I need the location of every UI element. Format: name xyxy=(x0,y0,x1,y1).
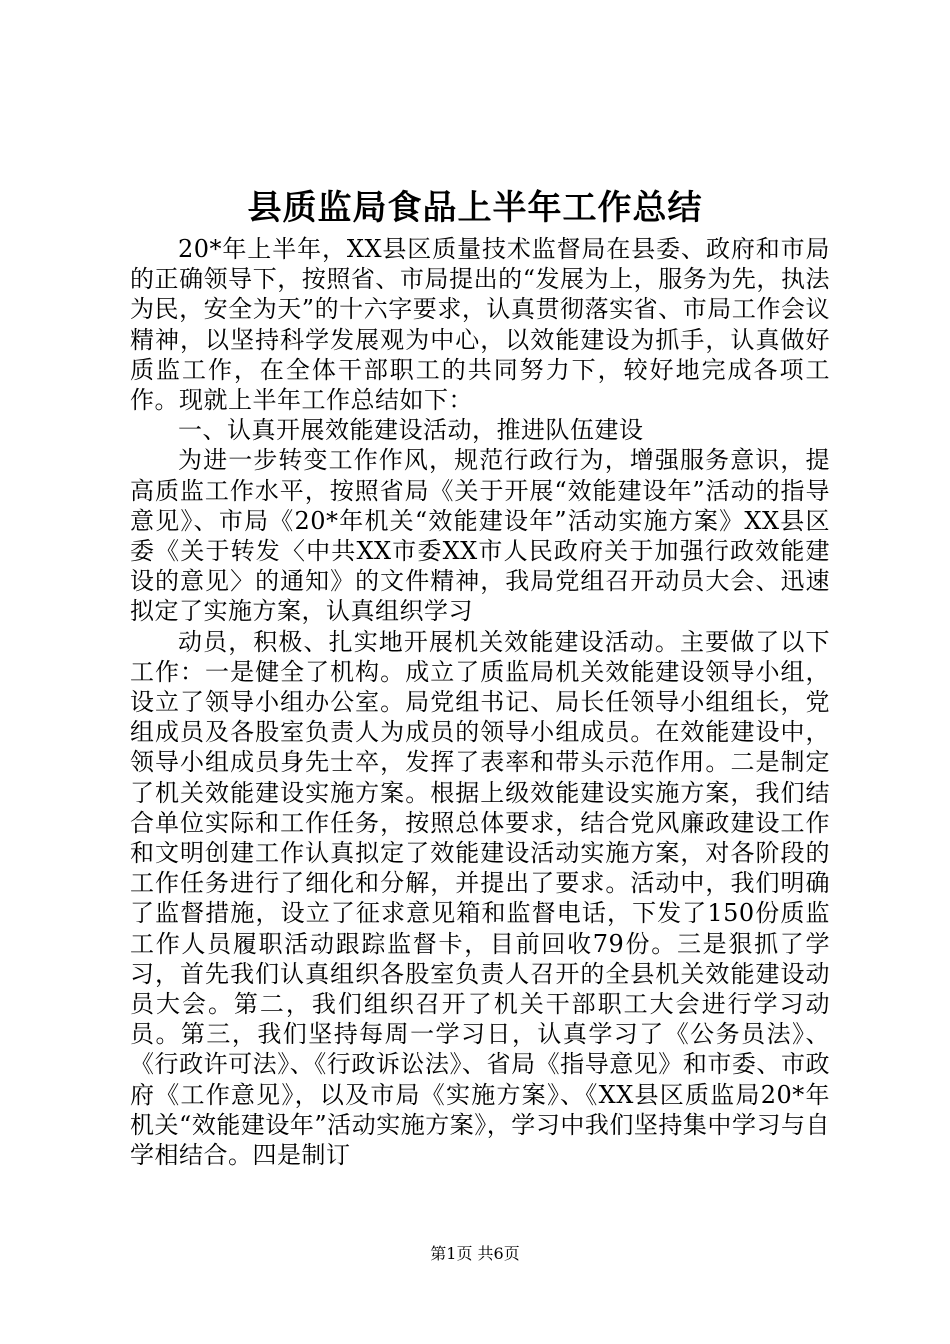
document-title: 县质监局食品上半年工作总结 xyxy=(247,188,703,228)
paragraph-intro: 20*年上半年，XX县区质量技术监督局在县委、政府和市局的正确领导下，按照省、市局提出的“发展为上，服务为先，执法为民，安全为天”的十六字要求，认真贯彻落实省、市局工作会议精神，以坚持科学发展观为中心，以效能建设为抓手，认真做好质监工作，在全体干部职工的共同努力下，较好地完成各项工作。现就上半年工作总结如下： xyxy=(130,235,830,415)
paragraph-measures: 动员，积极、扎实地开展机关效能建设活动。主要做了以下工作：一是健全了机构。成立了质监局机关效能建设领导小组，设立了领导小组办公室。局党组书记、局长任领导小组组长，党组成员及各股室负责人为成员的领导小组成员。在效能建设中，领导小组成员身先士卒，发挥了表率和带头示范作用。二是制定了机关效能建设实施方案。根据上级效能建设实施方案，我们结合单位实际和工作任务，按照总体要求，结合党风廉政建设工作和文明创建工作认真拟定了效能建设活动实施方案，对各阶段的工作任务进行了细化和分解，并提出了要求。活动中，我们明确了监督措施，设立了征求意见箱和监督电话，下发了150份质监工作人员履职活动跟踪监督卡，目前回收79份。三是狠抓了学习，首先我们认真组织各股室负责人召开的全县机关效能建设动员大会。第二，我们组织召开了机关干部职工大会进行学习动员。第三，我们坚持每周一学习日，认真学习了《公务员法》、《行政许可法》、《行政诉讼法》、省局《指导意见》和市委、市政府《工作意见》，以及市局《实施方案》、《XX县区质监局20*年机关“效能建设年”活动实施方案》，学习中我们坚持集中学习与自学相结合。四是制订 xyxy=(130,627,830,1170)
paragraph-background: 为进一步转变工作作风，规范行政行为，增强服务意识，提高质监工作水平，按照省局《关于开展“效能建设年”活动的指导意见》、市局《20*年机关“效能建设年”活动实施方案》XX县区委《关于转发〈中共XX市委XX市人民政府关于加强行政效能建设的意见〉的通知》的文件精神，我局党组召开动员大会、迅速拟定了实施方案，认真组织学习 xyxy=(130,446,830,626)
document-body xyxy=(130,234,830,1170)
page-footer: 第1页 共6页 xyxy=(430,1244,520,1263)
section-heading: 一、认真开展效能建设活动，推进队伍建设 xyxy=(178,416,644,445)
